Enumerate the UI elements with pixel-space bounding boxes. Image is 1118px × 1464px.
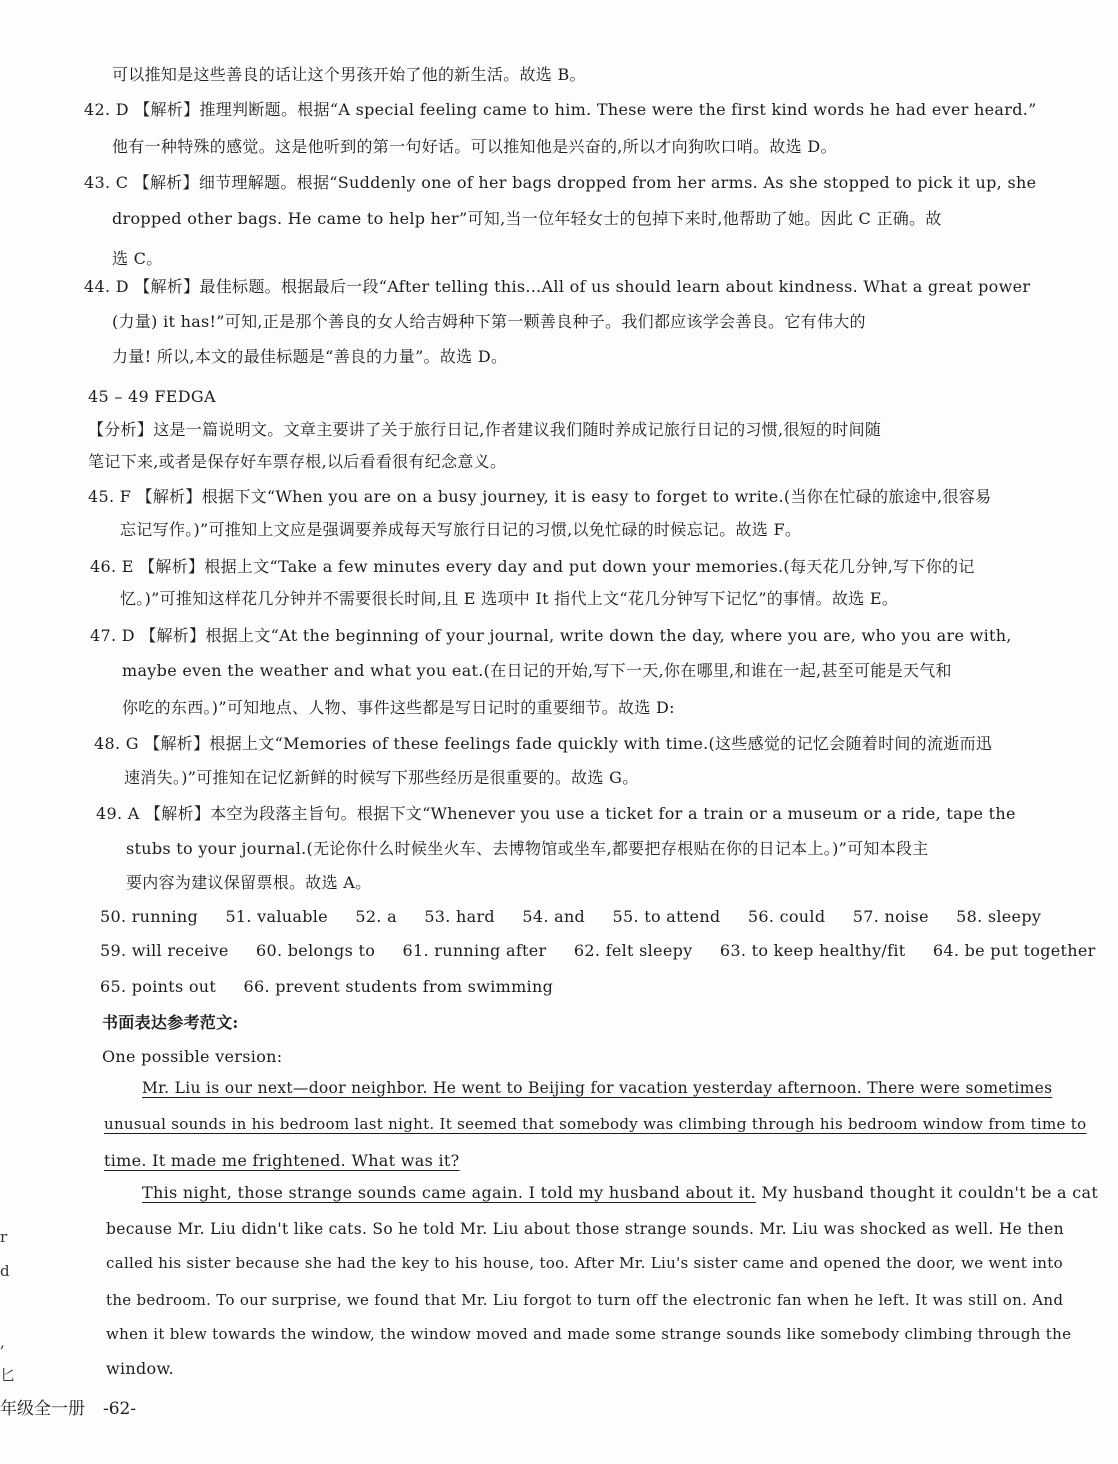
answer-item: 55. to attend [612,907,721,926]
edge-mark: , [0,1333,5,1351]
essay-line: called his sister because she had the key to his house, too. After Mr. Liu's sister came and opened the door, we went into [106,1254,1063,1272]
text-line: 忆。)”可推知这样花几分钟并不需要很长时间,且 E 选项中 It 指代上文“花几分钟写下记忆”的事情。故选 E。 [120,589,899,608]
answer-item: 66. prevent students from swimming [243,977,554,996]
answer-item: 60. belongs to [256,941,376,960]
text-line: 43. C 【解析】细节理解题。根据“Suddenly one of her bags dropped from her arms. As she stopped to pick it up, she [84,173,1037,192]
text-line: dropped other bags. He came to help her”可知,当一位年轻女士的包掉下来时,他帮助了她。因此 C 正确。故 [112,209,942,228]
answer-item: 52. a [355,907,397,926]
text-line: (力量) it has!”可知,正是那个善良的女人给吉姆种下第一颗善良种子。我们都应该学会善良。它有伟大的 [112,312,866,331]
answer-item: 65. points out [100,977,217,996]
answer-item: 51. valuable [225,907,328,926]
edge-mark: 匕 [0,1366,16,1384]
page-number: -62- [103,1399,137,1419]
text-line: 他有一种特殊的感觉。这是他听到的第一句好话。可以推知他是兴奋的,所以才向狗吹口哨。故选 D。 [112,137,837,156]
essay-line: window. [106,1359,174,1378]
essay-underlined-sentence: This night, those strange sounds came again. I told my husband about it. [142,1183,757,1202]
text-line: 速消失。)”可推知在记忆新鲜的时候写下那些经历是很重要的。故选 G。 [124,768,639,787]
answer-item: 57. noise [852,907,929,926]
essay-line: Mr. Liu is our next—door neighbor. He went to Beijing for vacation yesterday afternoon. There were sometimes [142,1079,1053,1097]
text-line: 47. D 【解析】根据上文“At the beginning of your journal, write down the day, where you are, who you are with, [90,626,1012,645]
answer-row [100,940,1118,962]
text-line: 你吃的东西。)”可知地点、人物、事件这些都是写日记时的重要细节。故选 D: [122,698,675,717]
answer-row [100,976,575,998]
text-line: 45. F 【解析】根据下文“When you are on a busy journey, it is easy to forget to write.(当你在忙碌的旅途中,很容易 [88,487,992,506]
page-footer [0,1394,136,1419]
answer-item: 63. to keep healthy/fit [719,941,906,960]
answer-item: 56. could [747,907,826,926]
text-line: stubs to your journal.(无论你什么时候坐火车、去博物馆或坐车,都要把存根贴在你的日记本上。)”可知本段主 [126,839,929,858]
text-line: maybe even the weather and what you eat.(在日记的开始,写下一天,你在哪里,和谁在一起,甚至可能是天气和 [122,661,952,680]
text-line: 笔记下来,或者是保存好车票存根,以后看看很有纪念意义。 [88,452,507,471]
text-line: 可以推知是这些善良的话让这个男孩开始了他的新生活。故选 B。 [112,65,586,84]
essay-line: the bedroom. To our surprise, we found that Mr. Liu forgot to turn off the electronic fan when he left. It was still on. And [106,1291,1064,1309]
essay-line: because Mr. Liu didn't like cats. So he told Mr. Liu about those strange sounds. Mr. Liu was shocked as well. He then [106,1220,1064,1238]
essay-line: unusual sounds in his bedroom last night. It seemed that somebody was climbing through his bedroom window from time to [104,1115,1087,1133]
text-line: 44. D 【解析】最佳标题。根据最后一段“After telling this...All of us should learn about kindness. What a great power [84,277,1031,296]
answer-item: 61. running after [402,941,547,960]
text-line: 45 – 49 FEDGA [88,387,216,406]
answer-item: 62. felt sleepy [573,941,693,960]
essay-line [142,1182,1098,1204]
text-line: 选 C。 [112,249,163,268]
text-line: 46. E 【解析】根据上文“Take a few minutes every day and put down your memories.(每天花几分钟,写下你的记 [90,557,975,576]
essay-sentence: My husband thought it couldn't be a cat [761,1183,1099,1202]
text-line: 【分析】这是一篇说明文。文章主要讲了关于旅行日记,作者建议我们随时养成记旅行日记的习惯,很短的时间随 [88,420,882,439]
answer-item: 50. running [100,907,199,926]
text-line: 力量! 所以,本文的最佳标题是“善良的力量”。故选 D。 [112,347,508,366]
answer-item: 54. and [522,907,586,926]
text-line: 要内容为建议保留票根。故选 A。 [126,873,372,892]
answer-item: 64. be put together [932,941,1096,960]
answer-row [100,906,1063,928]
edge-mark: r [0,1228,8,1246]
essay-line: when it blew towards the window, the window moved and made some strange sounds like somebody climbing through the [106,1325,1072,1343]
answer-item: 59. will receive [100,941,229,960]
essay-line: time. It made me frightened. What was it? [104,1151,460,1170]
answer-item: 58. sleepy [956,907,1042,926]
text-line: 忘记写作。)”可推知上文应是强调要养成每天写旅行日记的习惯,以免忙碌的时候忘记。故选 F。 [120,520,802,539]
text-line: 48. G 【解析】根据上文“Memories of these feelings fade quickly with time.(这些感觉的记忆会随着时间的流逝而迅 [94,734,993,753]
grade-label: 年级全一册 [0,1399,85,1419]
text-line: 42. D 【解析】推理判断题。根据“A special feeling came to him. These were the first kind words he had ever heard.” [84,100,1037,119]
edge-mark: d [0,1262,10,1280]
text-line: 49. A 【解析】本空为段落主旨句。根据下文“Whenever you use a ticket for a train or a museum or a ride, tape the [96,804,1016,823]
answer-item: 53. hard [424,907,495,926]
essay-heading: 书面表达参考范文: [102,1013,239,1032]
essay-version-label: One possible version: [102,1047,283,1066]
